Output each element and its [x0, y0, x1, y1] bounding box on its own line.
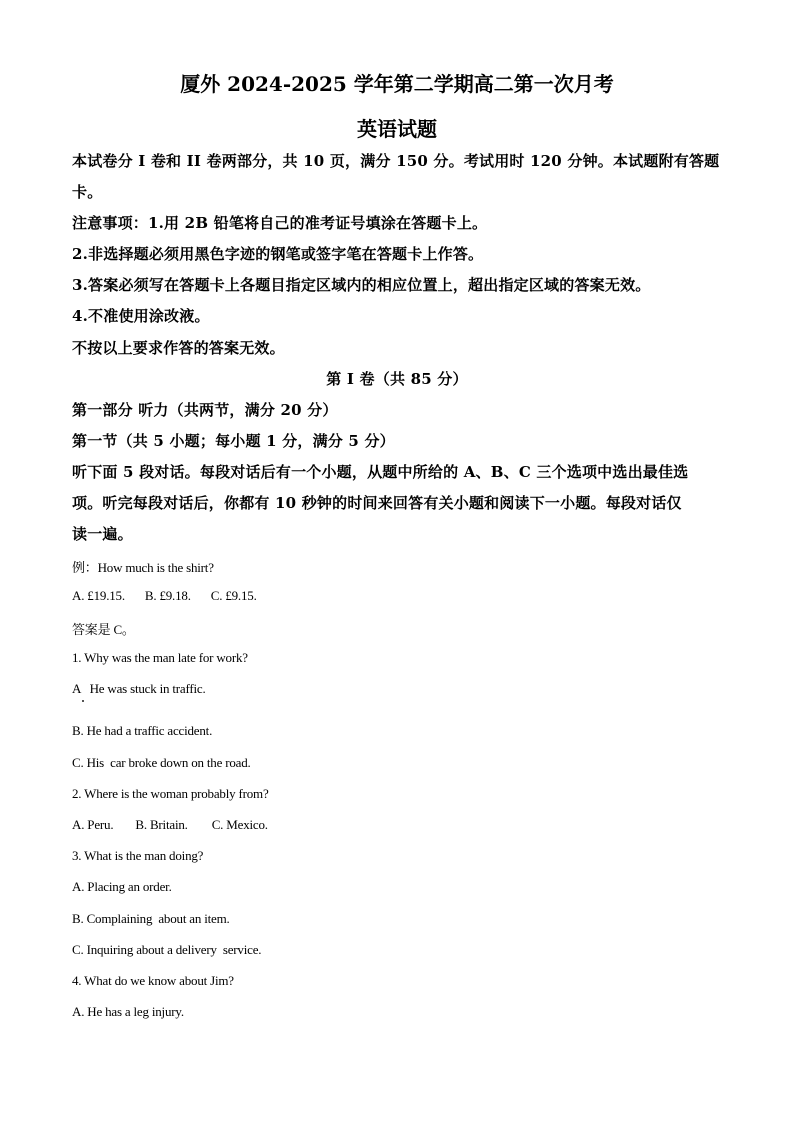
- exam-title: 厦外 2024-2025 学年第二学期高二第一次月考: [180, 72, 614, 96]
- instructions-line-1: 听下面 5 段对话。每段对话后有一个小题，从题中所给的 A、B、C 三个选项中选出最佳选: [72, 463, 689, 481]
- exam-subtitle: 英语试题: [357, 117, 437, 141]
- q4-text: 4. What do we know about Jim?: [72, 973, 234, 988]
- q2-option-b: B. Britain.: [135, 817, 188, 832]
- instructions-line-3: 读一遍。: [72, 525, 133, 543]
- q1-option-a: A He was stuck in traffic.: [72, 681, 206, 696]
- q3-option-a: A. Placing an order.: [72, 879, 172, 894]
- q1-text: 1. Why was the man late for work?: [72, 650, 248, 665]
- q2-option-c: C. Mexico.: [211, 817, 268, 832]
- example-option-b: B. £9.18.: [144, 588, 191, 603]
- q3-text: 3. What is the man doing?: [72, 848, 204, 863]
- example-option-c: C. £9.15.: [210, 588, 257, 603]
- example-option-a: A. £19.15.: [72, 588, 125, 603]
- subsection-heading: 第一节（共 5 小题；每小题 1 分，满分 5 分）: [72, 432, 395, 450]
- example-question: 例：How much is the shirt?: [72, 560, 214, 575]
- intro-line-2: 卡。: [72, 183, 103, 201]
- q1-option-c: C. His car broke down on the road.: [72, 755, 251, 770]
- part-heading: 第一部分 听力（共两节，满分 20 分）: [72, 401, 338, 419]
- q3-option-c: C. Inquiring about a delivery service.: [72, 942, 262, 957]
- instructions-line-2: 项。听完每段对话后，你都有 10 秒钟的时间来回答有关小题和阅读下一小题。每段对话仅: [72, 494, 682, 512]
- volume-heading: 第 I 卷（共 85 分）: [326, 370, 468, 388]
- note-1: 注意事项：1.用 2B 铅笔将自己的准考证号填涂在答题卡上。: [72, 214, 488, 232]
- q3-option-b: B. Complaining about an item.: [72, 911, 230, 926]
- q2-options: [72, 817, 268, 833]
- q2-text: 2. Where is the woman probably from?: [72, 786, 269, 801]
- note-2: 2.非选择题必须用黑色字迹的钢笔或签字笔在答题卡上作答。: [72, 245, 484, 263]
- note-5: 不按以上要求作答的答案无效。: [72, 339, 285, 357]
- example-options: [72, 588, 257, 604]
- note-3: 3.答案必须写在答题卡上各题目指定区域内的相应位置上，超出指定区域的答案无效。: [72, 276, 651, 294]
- example-answer: 答案是 C。: [72, 622, 135, 637]
- q1-option-b: B. He had a traffic accident.: [72, 723, 213, 738]
- note-4: 4.不准使用涂改液。: [72, 307, 210, 325]
- stray-dot: [82, 700, 84, 702]
- q2-option-a: A. Peru.: [72, 817, 114, 832]
- q4-option-a: A. He has a leg injury.: [72, 1004, 184, 1019]
- intro-line-1: 本试卷分 I 卷和 II 卷两部分，共 10 页，满分 150 分。考试用时 120 分钟。本试题附有答题: [72, 152, 720, 170]
